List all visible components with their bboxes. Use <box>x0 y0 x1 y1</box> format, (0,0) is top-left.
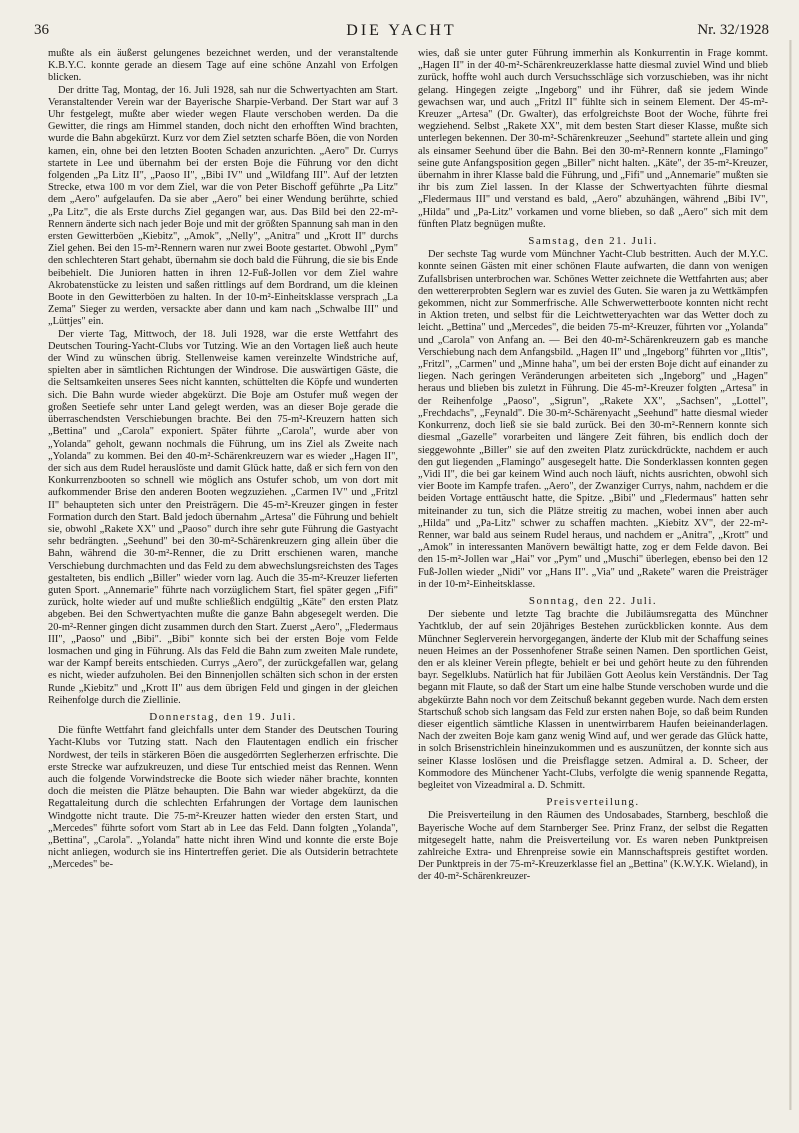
paragraph: mußte als ein äußerst gelungenes bezeichnet werden, und der veranstaltende K.B.Y.C. konnte gerade an diesem Tage auf eine schöne Anzahl von Erfolgen blicken. <box>48 48 398 84</box>
paragraph: Die Preisverteilung in den Räumen des Undosabades, Starnberg, beschloß die Bayerische Woche auf dem Starnberger See. Prinz Franz, der selbst die Regatten mitgesegelt hatte, nahm die Preisverteilung vor. Es waren neben Punktpreisen zahlreiche Extra- und Ehrenpreise sowie ein Mannschaftspreis gestiftet worden. Der Punktpreis in der 75-m²-Kreuzerklasse fiel an „Bettina" (K.W.Y.K. Wieland), in der 40-m²-Schärenkreuzer- <box>418 810 768 883</box>
page-number: 36 <box>34 22 49 38</box>
left-column <box>48 48 398 1118</box>
section-heading: Sonntag, den 22. Juli. <box>528 594 658 607</box>
section-heading: Preisverteilung. <box>546 796 640 809</box>
page-header <box>34 18 769 40</box>
paragraph: Die fünfte Wettfahrt fand gleichfalls unter dem Stander des Deutschen Touring Yacht-Klubs vor Tutzing statt. Nach den Flautentagen endlich ein frischer Nordwest, der teils in stärkeren Böen die ausgedörrten Seglerherzen erfrischte. Die erste Strecke war aufzukreuzen, und diese Tur entschied meist das Rennen. Wenn auch die folgende Vorwindstrecke die Boote sich wieder näher brachte, konnten doch die meisten die Plätze behaupten. Die Bahn war wieder abgekürzt, da die Regattaleitung durch die schlechten Erfahrungen der Vortage dem launischen Windgotte nicht traute. Die 75-m²-Kreuzer hatten wieder den ersten Start, und „Mercedes" führte sofort vom Start ab in Lee das Feld. Dann folgten „Yolanda", „Bettina", „Carola". „Yolanda" hatte nicht ihren Wind und konnte die erste Boje nicht anliegen, wodurch sie ins Hintertreffen geriet. Die als Outsiderin betrachtete „Mercedes" be- <box>48 725 398 871</box>
paragraph: Der vierte Tag, Mittwoch, der 18. Juli 1928, war die erste Wettfahrt des Deutschen Touring-Yacht-Clubs vor Tutzing. Wie an den Vortagen ließ auch heute der Wind zu wünschen übrig. Stellenweise kamen vereinzelte Windstriche auf, spielten aber in sämtlichen Richtungen der Windrose. Die auswärtigen Gäste, die die Seltsamkeiten unseres Sees nicht kannten, schüttelten die Köpfe und wunderten sich. Die Bahn wurde wieder abgekürzt. Die Boje am Ostufer muß wegen der großen Seetiefe sehr unter Land gelegt werden, was an dieser Boje gerade die überraschendsten Verschiebungen brachte. Bei den 75-m²-Kreuzern hatten sich „Bettina" und „Carola" exponiert. Später führte „Carola", wurde aber von „Yolanda" geholt, gewann nochmals die Führung, um ins Ziel als Zweite nach „Yolanda" zu kommen. Bei den 40-m²-Schärenkreuzern war es wieder „Hagen II", der sich aus dem Rudel herauslöste und damit Glück hatte, daß er sich fern von den Konkurrenzbooten so schnell wie möglich ans Ostufer schob, um von dort mit aufkommender Brise den anderen Booten wegzuziehen. „Carmen IV" und „Fritzl II" behaupteten sich unter den Preisträgern. Die 45-m²-Kreuzer gingen in fester Formation durch den Start. Bald jedoch übernahm „Artesa" die Führung und behielt sie, obwohl „Rakete XX" und „Paoso" durch ihre sehr gute Führung die Gastyacht sehr bedrängten. „Seehund" bei den 30-m²-Schärenkreuzern ging allein über die Bahn, während die 30-m²-Renner, die zu Dritt erschienen waren, manche Verschiebung durchmachten und das Feld zu dem abwechslungsreichsten des Tages gestalteten, bis endlich „Biller" wieder vorn lag. Auch die 35-m²-Kreuzer lieferten guten Sport. „Annemarie" führte nach vorzüglichem Start, fiel später gegen „Fifi" zurück, holte wieder auf und mußte schließlich endgültig „Käte" den ersten Platz abgeben. Bei den Schwertyachten mußte die ganze Bahn abgesegelt werden. Die 20-m²-Renner gingen dicht zusammen durch den Start. Zuerst „Aero", „Fledermaus III", „Paoso" und „Bibi". „Bibi" konnte sich bei der ersten Boje vom Felde losmachen und ging in Führung. Als das Feld die Bahn zum zweiten Male rundete, war der Kampf bereits entschieden. Currys „Aero", der zurückgefallen war, gelang es nicht, wieder aufzuholen. Bei den Binnenjollen schälten sich schon in der ersten Runde „Kiebitz" und „Krott II" aus dem übrigen Feld und gingen in der gleichen Reihenfolge durch die Ziellinie. <box>48 328 398 706</box>
paragraph: wies, daß sie unter guter Führung immerhin als Konkurrentin in Frage kommt. „Hagen II" in der 40-m²-Schärenkreuzerklasse hatte diesmal zuviel Wind und blieb zurück, hoffte wohl auch durch Versuchsschläge sich vorzuschieben, was ihr nicht gelang. Hingegen zeigte „Ingeborg" und ihr Führer, daß sie jedem Winde gewachsen war, und auch „Fritzl II" fühlte sich in seinem Element. Der 45-m²-Kreuzer „Artesa" (Dr. Gwalter), das erfolgreichste Boot der Woche, führte frei wegziehend. Selbst „Rakete XX", mit dem besten Start dieser Klasse, mußte sich unterlegen bekennen. Der 30-m²-Schärenkreuzer „Seehund" startete allein und ging als einsamer Seehund über die Bahn. Bei den 30-m²-Rennern konnte „Flamingo" seine gute Anfangsposition gegen „Biller" nicht halten. „Käte", der 35-m²-Kreuzer, übernahm in ihrer Klasse bald die Führung, und „Fifi" und „Annemarie" mußten sie ihr bis zum Ziel lassen. In der Klasse der Schwertyachten führte diesmal „Fledermaus III" und verstand es bald, „Aero" abzuhängen, während „Bibi IV", „Hilda" und „Pa-Litz" vorkamen und vorne blieben, so daß „Aero" sich mit dem fünften Platz begnügen mußte. <box>418 48 768 230</box>
paragraph: Der siebente und letzte Tag brachte die Jubiläumsregatta des Münchner Yachtklub, der auf sein 20jähriges Bestehen zurückblicken konnte. Aus dem Münchner Seglerverein hervorgegangen, änderte der Klub mit der Schaffung seines neuen Heimes an der Possenhofener Straße seinen Namen. Den sportlichen Geist, den er als kleiner Verein pflegte, behielt er bei und gehört heute zu den führenden bayr. Segelklubs. Natürlich hat für Jubiläen Gott Aeolus kein Verständnis. Der Tag begann mit Flaute, so daß der Start um eine halbe Stunde verschoben wurde und die abgekürzte Bahn noch vor dem Zeitschuß bekannt gegeben wurde. Nach dem ersten Startschuß schob sich langsam das Feld zur ersten nahen Boje, so daß beim Runden dieser eigentlich sämtliche Klassen in unentwirrbarem Haufen beieinanderlagen. Nach der zweiten Boje kam ganz wenig Wind auf, und wer gerade das Glück hatte, in solch Brisenstrichlein hineinzukommen und es auszunützen, der konnte sich aus seiner Klasse loslösen und die Preisflagge setzen. Admiral a. D. Scheer, der Kommodore des Münchener Yacht-Clubs, verfolgte die wenig spannende Regatta, begleitet von Vizeadmiral a. D. Schmitt. <box>418 609 768 791</box>
section-heading: Donnerstag, den 19. Juli. <box>149 710 297 723</box>
article-body <box>48 48 768 1118</box>
right-column <box>418 48 768 1118</box>
section-heading: Samstag, den 21. Juli. <box>528 235 658 248</box>
page-fold-shadow <box>789 40 792 1110</box>
issue-number: Nr. 32/1928 <box>697 22 769 38</box>
paragraph: Der sechste Tag wurde vom Münchner Yacht-Club bestritten. Auch der M.Y.C. konnte seinen Gästen mit einer schönen Flaute aufwarten, die dann von wenigen Zufallsbrisen unterbrochen war. Schönes Wetter zeichnete die Wettfahrten aus; aber den wettererprobten Seglern war es zuviel des Guten. Sie waren ja zu Wettkämpfen gekommen, nicht zur Sommerfrische. Alle Schwerwetterboote konnten nicht recht in Aktion treten, und selbst für die Leichtwetteryachten war das Wetter doch zu leicht. „Bettina" und „Mercedes", die beiden 75-m²-Kreuzer, führten vor „Yolanda" und „Carola" von Anfang an. — Bei den 40-m²-Schärenkreuzern gab es manche Verschiebung nach dem Anfangsbild. „Hagen II" und „Ingeborg" führten vor „Iltis", „Fritzl", „Carmen" und „Minne haha", um bei der ersten Boje dicht auf einander zu liegen. Nach geringen Veränderungen arbeiteten sich „Ingeborg" und „Hagen" heraus und blieben bis zuletzt in Führung. Die 45-m²-Kreuzer folgten „Artesa" in der Reihenfolge „Paoso", „Sigrun", „Rakete XX", „Sachsen", „Lottel", „Frechdachs", „Feynald". Die 30-m²-Schärenyacht „Seehund" hatte diesmal wieder Konkurrenz, doch ließ sie sie bald zurück. Bei den 30-m²-Rennern konnte sich diesmal „Gazelle" vorarbeiten und längere Zeit führen, bis endlich doch der sieggewohnte „Biller" sie auf den zweiten Platz zurückdrückte, nachdem er auch den gut liegenden „Flamingo" ausgesegelt hatte. Die Sonderklassen konnten gegen „Vidi II", die bei gar keinem Wind auch noch läuft, nichts ausrichten, obwohl sich vier Boote im Kampfe trafen. „Aero", der Zwanziger Currys, nahm, nachdem er die beiden Vortage enttäuscht hatte, die Spitze. „Bibi" und „Fledermaus" hatten sehr miteinander zu tun, sich die Plätze streitig zu machen, wobei innen aber auch „Hilda" und „Pa-Litz" schwer zu schaffen machten. „Kiebitz XV", der 22-m²-Renner, war bald aus seinem Rudel heraus, und nachdem er „Anitra", „Krott" und „Amok" in interessanten Manövern bewältigt hatte, zog er dem Felde davon. Bei den 15-m²-Jollen war „Hai" vor „Pym" und „Muschi" überlegen, ebenso bei den 12 Fuß-Jollen wieder „Nidi" vor „Hans II". „Via" und „Rakete" waren die Preisträger in der 10-m²-Einheitsklasse. <box>418 249 768 590</box>
journal-title: DIE YACHT <box>346 22 457 39</box>
paragraph: Der dritte Tag, Montag, der 16. Juli 1928, sah nur die Schwertyachten am Start. Veranstaltender Verein war der Bayerische Sharpie-Verband. Der Start war auf 3 Uhr festgelegt, mußte aber wieder wegen Flaute verschoben werden. Da die Gewitter, die rings am Himmel standen, doch nicht den erhofften Wind brachten, wurde die Bahn abgekürzt. Kurz vor dem Ziel setzten scharfe Böen, die von Norden kamen, ein, ohne bei den letzten Booten Schaden anzurichten. „Aero" Dr. Currys startete in Lee und übernahm bei der ersten Boje die Führung vor den dicht folgenden „Pa Litz II", „Paoso II", „Bibi IV" und „Wildfang III". Auf der letzten Strecke, etwa 100 m vor dem Ziel, war die von Peter Bischoff geführte „Pa Litz" dem „Aero" aufgelaufen. Da sie aber „Aero" bei einer Wendung berührte, schied „Pa Litz", die als Erste durchs Ziel gegangen war, aus. Das Bild bei den 22-m²-Rennern änderte sich nach jeder Boje und mit der größten Spannung sah man in den ersten Gewitterböen „Kiebitz", „Amok", „Nelly", „Anitra" und „Krott II" durchs Ziel gehen. Bei den 15-m²-Rennern waren nur zwei Boote gestartet. Obwohl „Pym" den schlechteren Start gehabt, übernahm sie doch bald die Führung, die sie bis Ende beibehielt. Die Junioren hatten in ihren 12-Fuß-Jollen vor dem Ziel wahre Akrobatenstücke zu leisten und saßen rittlings auf dem Bordrand, um die kleinen Boote in den Gewitterböen zu halten. In der 10-m²-Einheitsklasse versprach „La Zema" Sieger zu werden, versackte aber dann und kam nach „Schwalbe III" und „Lüttjes" ein. <box>48 84 398 328</box>
